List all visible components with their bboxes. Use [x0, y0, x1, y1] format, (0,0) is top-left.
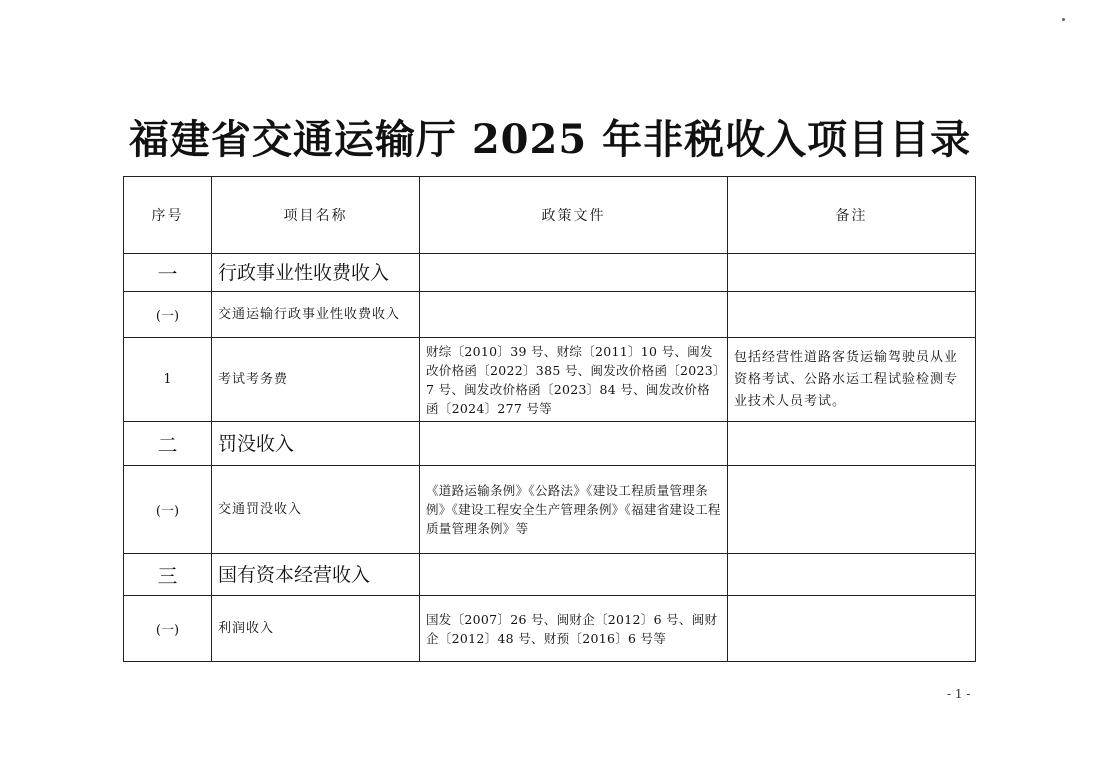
row-seq: (一): [124, 466, 212, 554]
row-note: [728, 254, 976, 292]
row-name: 国有资本经营收入: [212, 554, 420, 596]
row-seq: 三: [124, 554, 212, 596]
row-note: 包括经营性道路客货运输驾驶员从业资格考试、公路水运工程试验检测专业技术人员考试。: [728, 338, 976, 422]
table-row: [124, 254, 976, 292]
row-name: 交通罚没收入: [212, 466, 420, 554]
row-name: 利润收入: [212, 596, 420, 662]
header-note: 备注: [728, 177, 976, 254]
row-name: 交通运输行政事业性收费收入: [212, 292, 420, 338]
row-seq: (一): [124, 596, 212, 662]
header-policy: 政策文件: [420, 177, 728, 254]
row-seq: (一): [124, 292, 212, 338]
table-row: [124, 422, 976, 466]
header-seq: 序号: [124, 177, 212, 254]
table-row: [124, 466, 976, 554]
row-policy: 国发〔2007〕26 号、闽财企〔2012〕6 号、闽财企〔2012〕48 号、财预〔2016〕6 号等: [420, 596, 728, 662]
row-name: 考试考务费: [212, 338, 420, 422]
page-number: - 1 -: [947, 687, 971, 701]
row-policy: [420, 422, 728, 466]
table-row: [124, 292, 976, 338]
project-catalog-table: [123, 176, 976, 662]
page-title: 福建省交通运输厅 2025 年非税收入项目目录: [128, 116, 972, 163]
header-name: 项目名称: [212, 177, 420, 254]
row-name: 罚没收入: [212, 422, 420, 466]
row-note: [728, 422, 976, 466]
row-seq: 一: [124, 254, 212, 292]
row-policy: [420, 554, 728, 596]
row-note: [728, 292, 976, 338]
scan-speck: [1062, 18, 1065, 21]
row-policy: [420, 292, 728, 338]
table-row: [124, 596, 976, 662]
table-header-row: [124, 177, 976, 254]
row-policy: 《道路运输条例》《公路法》《建设工程质量管理条例》《建设工程安全生产管理条例》《福建省建设工程质量管理条例》等: [420, 466, 728, 554]
row-seq: 1: [124, 338, 212, 422]
row-note: [728, 466, 976, 554]
row-seq: 二: [124, 422, 212, 466]
row-note: [728, 554, 976, 596]
row-policy: [420, 254, 728, 292]
row-note: [728, 596, 976, 662]
row-policy: 财综〔2010〕39 号、财综〔2011〕10 号、闽发改价格函〔2022〕385 号、闽发改价格函〔2023〕7 号、闽发改价格函〔2023〕84 号、闽发改价格函〔2024〕277 号等: [420, 338, 728, 422]
row-name: 行政事业性收费收入: [212, 254, 420, 292]
table-row: [124, 554, 976, 596]
table-row: [124, 338, 976, 422]
